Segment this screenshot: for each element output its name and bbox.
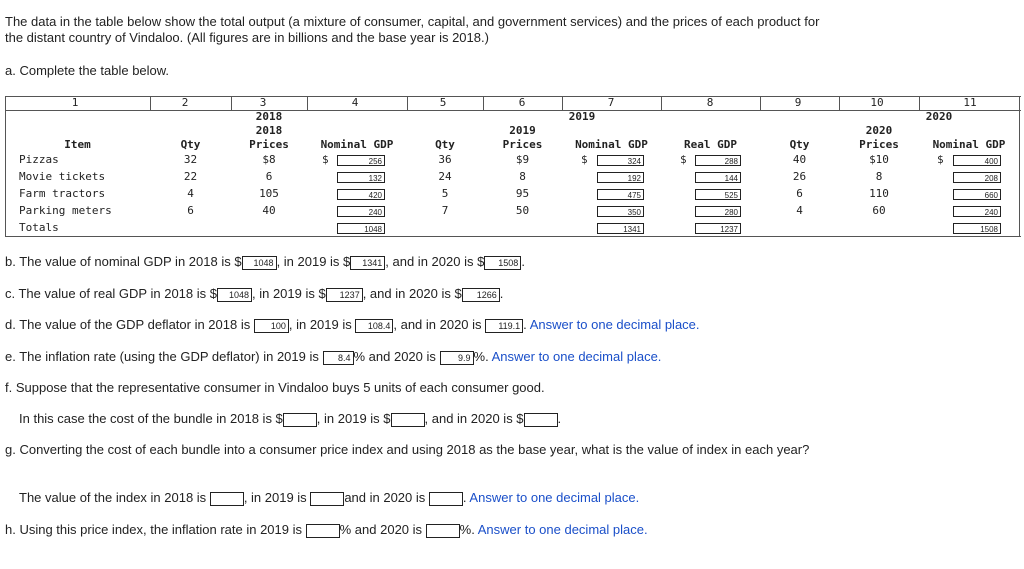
header-qty-2018: Qty bbox=[180, 138, 201, 151]
currency-sign: $ bbox=[937, 153, 944, 166]
part-g-text: and in 2020 is bbox=[344, 490, 426, 505]
header-qty-2020: Qty bbox=[789, 138, 810, 151]
part-b-nominal-2019-input[interactable]: 1341 bbox=[350, 256, 385, 270]
part-h-text: h. Using this price index, the inflation rate in 2019 is bbox=[5, 522, 303, 537]
row-pizzas-ngdp20-input[interactable]: 400 bbox=[953, 155, 1001, 166]
row-tractors-qty19: 5 bbox=[441, 187, 449, 200]
part-e-inflation-2020-input[interactable]: 9.9 bbox=[440, 351, 474, 365]
row-meters-rgdp19-input[interactable]: 280 bbox=[695, 206, 741, 217]
header-item: Item bbox=[64, 138, 91, 151]
col-num-3: 3 bbox=[259, 96, 267, 109]
part-e bbox=[5, 349, 661, 365]
row-tractors-p19: 95 bbox=[515, 187, 530, 200]
header-year-2019-prices: 2019 bbox=[509, 124, 536, 137]
row-movie-qty19: 24 bbox=[438, 170, 452, 183]
row-movie-p18: 6 bbox=[265, 170, 273, 183]
part-d-deflator-2020-input[interactable]: 119.1 bbox=[485, 319, 523, 333]
part-f-text: In this case the cost of the bundle in 2018 is $ bbox=[19, 411, 283, 426]
part-f-text: f. Suppose that the representative consumer in Vindaloo buys 5 units of each consumer good. bbox=[5, 380, 545, 395]
row-pizzas-ngdp18-input[interactable]: 256 bbox=[337, 155, 385, 166]
row-pizzas-p20: $10 bbox=[869, 153, 889, 166]
row-pizzas-p18: $8 bbox=[262, 153, 276, 166]
row-meters-item: Parking meters bbox=[19, 204, 112, 217]
part-d-deflator-2019-input[interactable]: 108.4 bbox=[355, 319, 393, 333]
part-g-index-2020-input[interactable] bbox=[429, 492, 463, 506]
part-e-text: %. bbox=[473, 349, 489, 364]
row-movie-p20: 8 bbox=[875, 170, 883, 183]
year-2019-label: 2019 bbox=[568, 110, 596, 123]
row-meters-ngdp18-input[interactable]: 240 bbox=[337, 206, 385, 217]
row-tractors-ngdp19-input[interactable]: 475 bbox=[597, 189, 644, 200]
part-g-index bbox=[19, 490, 639, 506]
part-b-text: , in 2019 is $ bbox=[276, 254, 351, 269]
row-totals-ngdp18-input[interactable]: 1048 bbox=[337, 223, 385, 234]
part-d-text: d. The value of the GDP deflator in 2018 is bbox=[5, 317, 251, 332]
row-movie-ngdp20-input[interactable]: 208 bbox=[953, 172, 1001, 183]
currency-sign: $ bbox=[322, 153, 329, 166]
row-movie-qty20: 26 bbox=[792, 170, 807, 183]
part-g-text: , in 2019 is bbox=[243, 490, 307, 505]
part-c-text: , and in 2020 is $ bbox=[362, 286, 462, 301]
row-meters-qty20: 4 bbox=[796, 204, 803, 217]
part-b-nominal-2018-input[interactable]: 1048 bbox=[242, 256, 277, 270]
header-nominal-gdp-2020: Nominal GDP bbox=[932, 138, 1006, 151]
currency-sign: $ bbox=[680, 153, 687, 166]
part-f-bundle-2018-input[interactable] bbox=[283, 413, 317, 427]
col-num-9: 9 bbox=[794, 96, 802, 109]
col-num-7: 7 bbox=[607, 96, 615, 109]
row-tractors-ngdp18-input[interactable]: 420 bbox=[337, 189, 385, 200]
part-d bbox=[5, 317, 700, 333]
part-g-index-2019-input[interactable] bbox=[310, 492, 344, 506]
part-h-text: % and 2020 is bbox=[339, 522, 423, 537]
part-c bbox=[5, 286, 503, 302]
part-f-bundle-2019-input[interactable] bbox=[391, 413, 425, 427]
part-c-real-2018-input[interactable]: 1048 bbox=[217, 288, 252, 302]
part-b-text: . bbox=[521, 254, 525, 269]
row-pizzas-item: Pizzas bbox=[19, 153, 59, 166]
part-e-text: e. The inflation rate (using the GDP deflator) in 2019 is bbox=[5, 349, 319, 364]
part-h-text: %. bbox=[459, 522, 475, 537]
row-meters-p19: 50 bbox=[515, 204, 530, 217]
part-f-text: . bbox=[557, 411, 562, 426]
part-b-text: b. The value of nominal GDP in 2018 is $ bbox=[5, 254, 242, 269]
part-d-deflator-2018-input[interactable]: 100 bbox=[254, 319, 289, 333]
part-d-text: , in 2019 is bbox=[288, 317, 352, 332]
header-nominal-gdp-2018: Nominal GDP bbox=[320, 138, 394, 151]
part-e-hint: Answer to one decimal place. bbox=[491, 349, 662, 364]
row-pizzas-qty19: 36 bbox=[438, 153, 452, 166]
row-meters-qty19: 7 bbox=[441, 204, 449, 217]
part-h-hint: Answer to one decimal place. bbox=[477, 522, 648, 537]
header-nominal-gdp-2019: Nominal GDP bbox=[575, 138, 648, 151]
row-totals-rgdp19-input[interactable]: 1237 bbox=[695, 223, 741, 234]
col-num-5: 5 bbox=[439, 96, 447, 109]
part-b bbox=[5, 254, 525, 270]
header-real-gdp-2019: Real GDP bbox=[684, 138, 737, 151]
row-pizzas-ngdp19-input[interactable]: 324 bbox=[597, 155, 644, 166]
col-num-10: 10 bbox=[870, 96, 884, 109]
row-pizzas-qty18: 32 bbox=[183, 153, 198, 166]
row-tractors-rgdp19-input[interactable]: 525 bbox=[695, 189, 741, 200]
part-g-text: . bbox=[462, 490, 467, 505]
row-tractors-qty20: 6 bbox=[796, 187, 803, 200]
row-tractors-qty18: 4 bbox=[187, 187, 194, 200]
row-movie-ngdp18-input[interactable]: 132 bbox=[337, 172, 385, 183]
part-g-text: The value of the index in 2018 is bbox=[19, 490, 207, 505]
row-movie-rgdp19-input[interactable]: 144 bbox=[695, 172, 741, 183]
part-f-bundle-2020-input[interactable] bbox=[524, 413, 558, 427]
row-tractors-p20: 110 bbox=[869, 187, 889, 200]
header-prices-2020: Prices bbox=[859, 138, 899, 151]
part-g-index-2018-input[interactable] bbox=[210, 492, 244, 506]
part-f-text: , in 2019 is $ bbox=[316, 411, 391, 426]
row-movie-qty18: 22 bbox=[183, 170, 198, 183]
col-num-6: 6 bbox=[518, 96, 526, 109]
col-num-8: 8 bbox=[706, 96, 714, 109]
part-c-real-2019-input[interactable]: 1237 bbox=[326, 288, 363, 302]
col-num-11: 11 bbox=[963, 96, 977, 109]
row-totals-item: Totals bbox=[19, 221, 59, 234]
part-e-text: % and 2020 is bbox=[353, 349, 436, 364]
part-g-text: g. Converting the cost of each bundle into a consumer price index and using 2018 as the base year, what is the value of index in each year? bbox=[5, 442, 810, 457]
row-meters-p20: 60 bbox=[872, 204, 886, 217]
part-c-text: c. The value of real GDP in 2018 is $ bbox=[5, 286, 217, 301]
row-movie-p19: 8 bbox=[519, 170, 526, 183]
header-year-2018-prices: 2018 bbox=[255, 124, 283, 137]
row-tractors-item: Farm tractors bbox=[19, 187, 106, 200]
part-f-bundle bbox=[19, 411, 561, 427]
row-pizzas-qty20: 40 bbox=[792, 153, 807, 166]
part-f-text: , and in 2020 is $ bbox=[424, 411, 524, 426]
row-movie-ngdp19-input[interactable]: 192 bbox=[597, 172, 644, 183]
row-meters-ngdp20-input[interactable]: 240 bbox=[953, 206, 1001, 217]
row-movie-item: Movie tickets bbox=[19, 170, 106, 183]
row-tractors-ngdp20-input[interactable]: 660 bbox=[953, 189, 1001, 200]
currency-sign: $ bbox=[581, 153, 588, 166]
part-b-text: , and in 2020 is $ bbox=[385, 254, 485, 269]
part-a-label: a. Complete the table below. bbox=[5, 63, 170, 78]
part-c-text: , in 2019 is $ bbox=[251, 286, 326, 301]
part-b-nominal-2020-input[interactable]: 1508 bbox=[484, 256, 521, 270]
col-num-4: 4 bbox=[351, 96, 359, 109]
header-qty-2019: Qty bbox=[435, 138, 455, 151]
part-d-text: . bbox=[523, 317, 527, 332]
header-prices-2019: Prices bbox=[502, 138, 543, 151]
gdp-table bbox=[5, 96, 1021, 236]
row-meters-ngdp19-input[interactable]: 350 bbox=[597, 206, 644, 217]
part-h bbox=[5, 522, 648, 538]
row-tractors-p18: 105 bbox=[259, 187, 279, 200]
row-totals-ngdp20-input[interactable]: 1508 bbox=[953, 223, 1001, 234]
part-c-real-2020-input[interactable]: 1266 bbox=[462, 288, 500, 302]
part-h-inflation-2019-input[interactable] bbox=[306, 524, 340, 538]
header-prices-2018: Prices bbox=[249, 138, 289, 151]
row-meters-qty18: 6 bbox=[187, 204, 194, 217]
col-num-1: 1 bbox=[71, 96, 79, 109]
part-d-text: , and in 2020 is bbox=[393, 317, 482, 332]
part-d-hint: Answer to one decimal place. bbox=[529, 317, 700, 332]
row-pizzas-rgdp19-input[interactable]: 288 bbox=[695, 155, 741, 166]
part-h-inflation-2020-input[interactable] bbox=[426, 524, 460, 538]
part-g-hint: Answer to one decimal place. bbox=[469, 490, 640, 505]
part-c-text: . bbox=[499, 286, 504, 301]
row-pizzas-p19: $9 bbox=[515, 153, 530, 166]
year-2020-label: 2020 bbox=[925, 110, 953, 123]
part-e-inflation-2019-input[interactable]: 8.4 bbox=[323, 351, 354, 365]
row-meters-p18: 40 bbox=[262, 204, 276, 217]
col-num-2: 2 bbox=[181, 96, 189, 109]
question-intro: The data in the table below show the total output (a mixture of consumer, capital, and government services) and the prices of each product for the distant country of Vindaloo. (All figures are in billions and the base year is 2018.) bbox=[5, 14, 820, 45]
row-totals-ngdp19-input[interactable]: 1341 bbox=[597, 223, 644, 234]
year-2018-label: 2018 bbox=[255, 110, 283, 123]
header-year-2020-prices: 2020 bbox=[865, 124, 893, 137]
